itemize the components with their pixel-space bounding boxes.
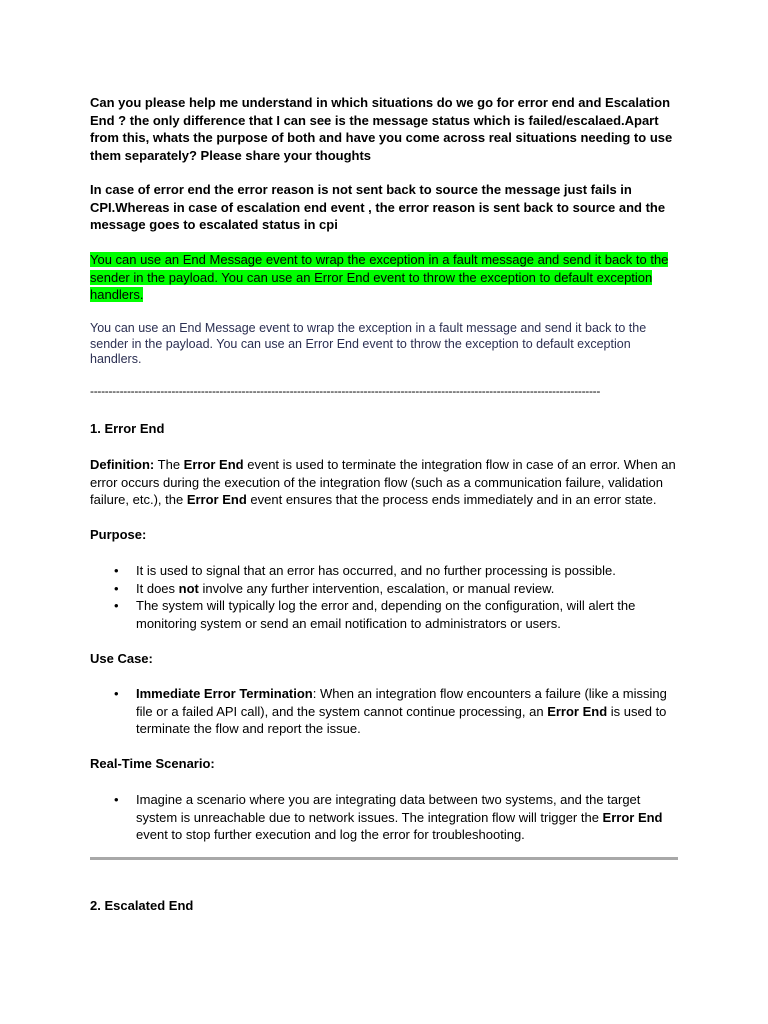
usecase-list bbox=[90, 685, 680, 738]
usecase-text-1: : When an integration flow encounters a failure (like a missing file or a failed API call), and the system cannot continue processing, an bbox=[136, 686, 667, 719]
purpose-item-1: It is used to signal that an error has occurred, and no further processing is possible. bbox=[136, 563, 616, 578]
usecase-text-2: is used to terminate the flow and report the issue. bbox=[136, 703, 667, 736]
list-item bbox=[90, 597, 680, 632]
scenario-term: Error End bbox=[602, 809, 663, 825]
definition-term-1: Error End bbox=[183, 457, 244, 472]
usecase-term: Immediate Error Termination bbox=[136, 686, 313, 701]
question-paragraph: Can you please help me understand in which situations do we go for error end and Escalation End ? the only difference that I can see is the message status which is failed/escalaed.Apart from this, whats the purpose of both and have you come across real situations needing to use them separately? Please share your thoughts bbox=[90, 95, 673, 163]
plain-note: You can use an End Message event to wrap the exception in a fault message and send it back to the sender in the payload. You can use an Error End event to throw the exception to default exception handlers. bbox=[90, 321, 647, 366]
definition-term-2: Error End bbox=[186, 492, 247, 507]
definition-label: Definition: bbox=[90, 457, 155, 472]
purpose-list bbox=[90, 562, 680, 632]
scenario-list bbox=[90, 791, 680, 844]
definition-text-2: event is used to terminate the integration flow in case of an error. When an error occurs during the execution of the integration flow (such as a communication failure, validation failure, etc.), the bbox=[90, 457, 676, 507]
horizontal-rule bbox=[90, 857, 678, 860]
purpose-item-3: The system will typically log the error and, depending on the configuration, will alert the monitoring system or send an email notification to administrators or users. bbox=[136, 598, 636, 631]
section1-heading: 1. Error End bbox=[90, 421, 165, 436]
definition-paragraph bbox=[90, 456, 680, 509]
definition-text-3: event ensures that the process ends immediately and in an error state. bbox=[246, 492, 657, 507]
purpose-item-2b: not bbox=[178, 580, 199, 596]
list-item bbox=[90, 791, 680, 844]
scenario-text-1: Imagine a scenario where you are integrating data between two systems, and the target system is unreachable due to network issues. The integration flow will trigger the bbox=[136, 792, 641, 825]
highlighted-note bbox=[90, 251, 680, 304]
definition-text-1: The bbox=[154, 457, 184, 472]
scenario-text-2: event to stop further execution and log the error for troubleshooting. bbox=[136, 827, 525, 842]
scenario-label: Real-Time Scenario: bbox=[90, 756, 215, 771]
section2-heading: 2. Escalated End bbox=[90, 898, 194, 913]
list-item bbox=[90, 685, 680, 738]
highlighted-note-text: You can use an End Message event to wrap the exception in a fault message and send it back to the sender in the payload. You can use an Error End event to throw the exception to default exception handlers. bbox=[90, 252, 669, 302]
answer-paragraph: In case of error end the error reason is not sent back to source the message just fails in CPI.Whereas in case of escalation end event , the error reason is sent back to source and the message goes to escalated status in cpi bbox=[90, 182, 666, 232]
purpose-item-2c: involve any further intervention, escalation, or manual review. bbox=[198, 580, 555, 596]
purpose-label: Purpose: bbox=[90, 527, 147, 542]
list-item bbox=[90, 580, 680, 598]
list-item bbox=[90, 562, 680, 580]
dashed-separator: ------------------------------------------------------------------------------------------------------------------------------------------ bbox=[90, 384, 601, 398]
usecase-label: Use Case: bbox=[90, 651, 153, 666]
usecase-term-2: Error End bbox=[547, 703, 608, 719]
purpose-item-2a: It does bbox=[136, 580, 179, 596]
